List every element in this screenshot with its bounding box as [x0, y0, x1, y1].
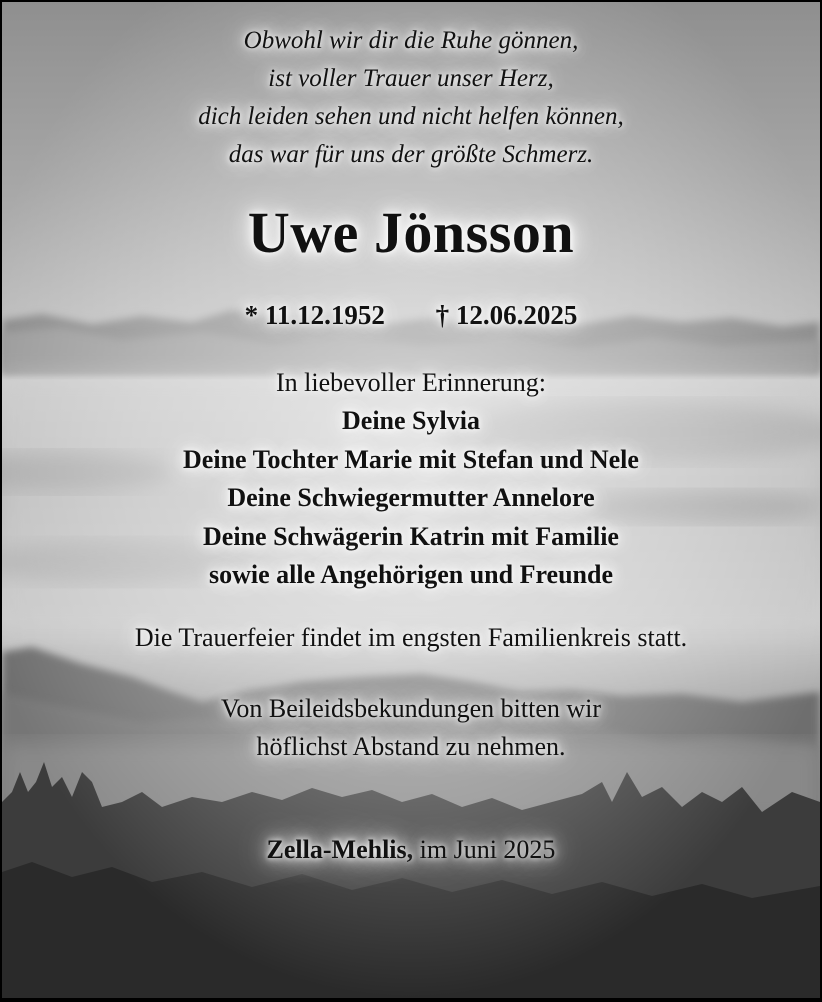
condolence-note-line: höflichst Abstand zu nehmen.: [256, 732, 566, 761]
mourners-list: [2, 402, 820, 595]
poem-line: ist voller Trauer unser Herz,: [268, 65, 554, 92]
date-line: im Juni 2025: [419, 835, 556, 864]
death-date: † 12.06.2025: [435, 300, 578, 330]
mourner-line: sowie alle Angehörigen und Freunde: [208, 560, 613, 589]
memorial-poem: [2, 22, 820, 174]
life-dates: [2, 295, 820, 335]
notice-text: [2, 2, 820, 998]
place: Zella-Mehlis,: [266, 835, 414, 864]
funeral-note: Die Trauerfeier findet im engsten Familienkreis statt.: [134, 623, 688, 652]
deceased-name: Uwe Jönsson: [247, 200, 575, 265]
poem-line: Obwohl wir dir die Ruhe gönnen,: [243, 27, 579, 54]
mourner-line: Deine Schwägerin Katrin mit Familie: [203, 521, 619, 551]
mourners-intro: In liebevoller Erinnerung:: [275, 368, 547, 397]
mourner-line: Deine Tochter Marie mit Stefan und Nele: [183, 444, 639, 474]
mourner-line: Deine Sylvia: [342, 406, 480, 435]
poem-line: dich leiden sehen und nicht helfen können,: [198, 103, 624, 130]
birth-date: * 11.12.1952: [244, 300, 385, 330]
mourner-line: Deine Schwiegermutter Annelore: [227, 483, 595, 512]
condolence-note-line: Von Beileidsbekundungen bitten wir: [220, 694, 602, 723]
obituary-notice: [2, 2, 820, 998]
place-and-date: [2, 831, 820, 869]
poem-line: das war für uns der größte Schmerz.: [228, 141, 594, 168]
